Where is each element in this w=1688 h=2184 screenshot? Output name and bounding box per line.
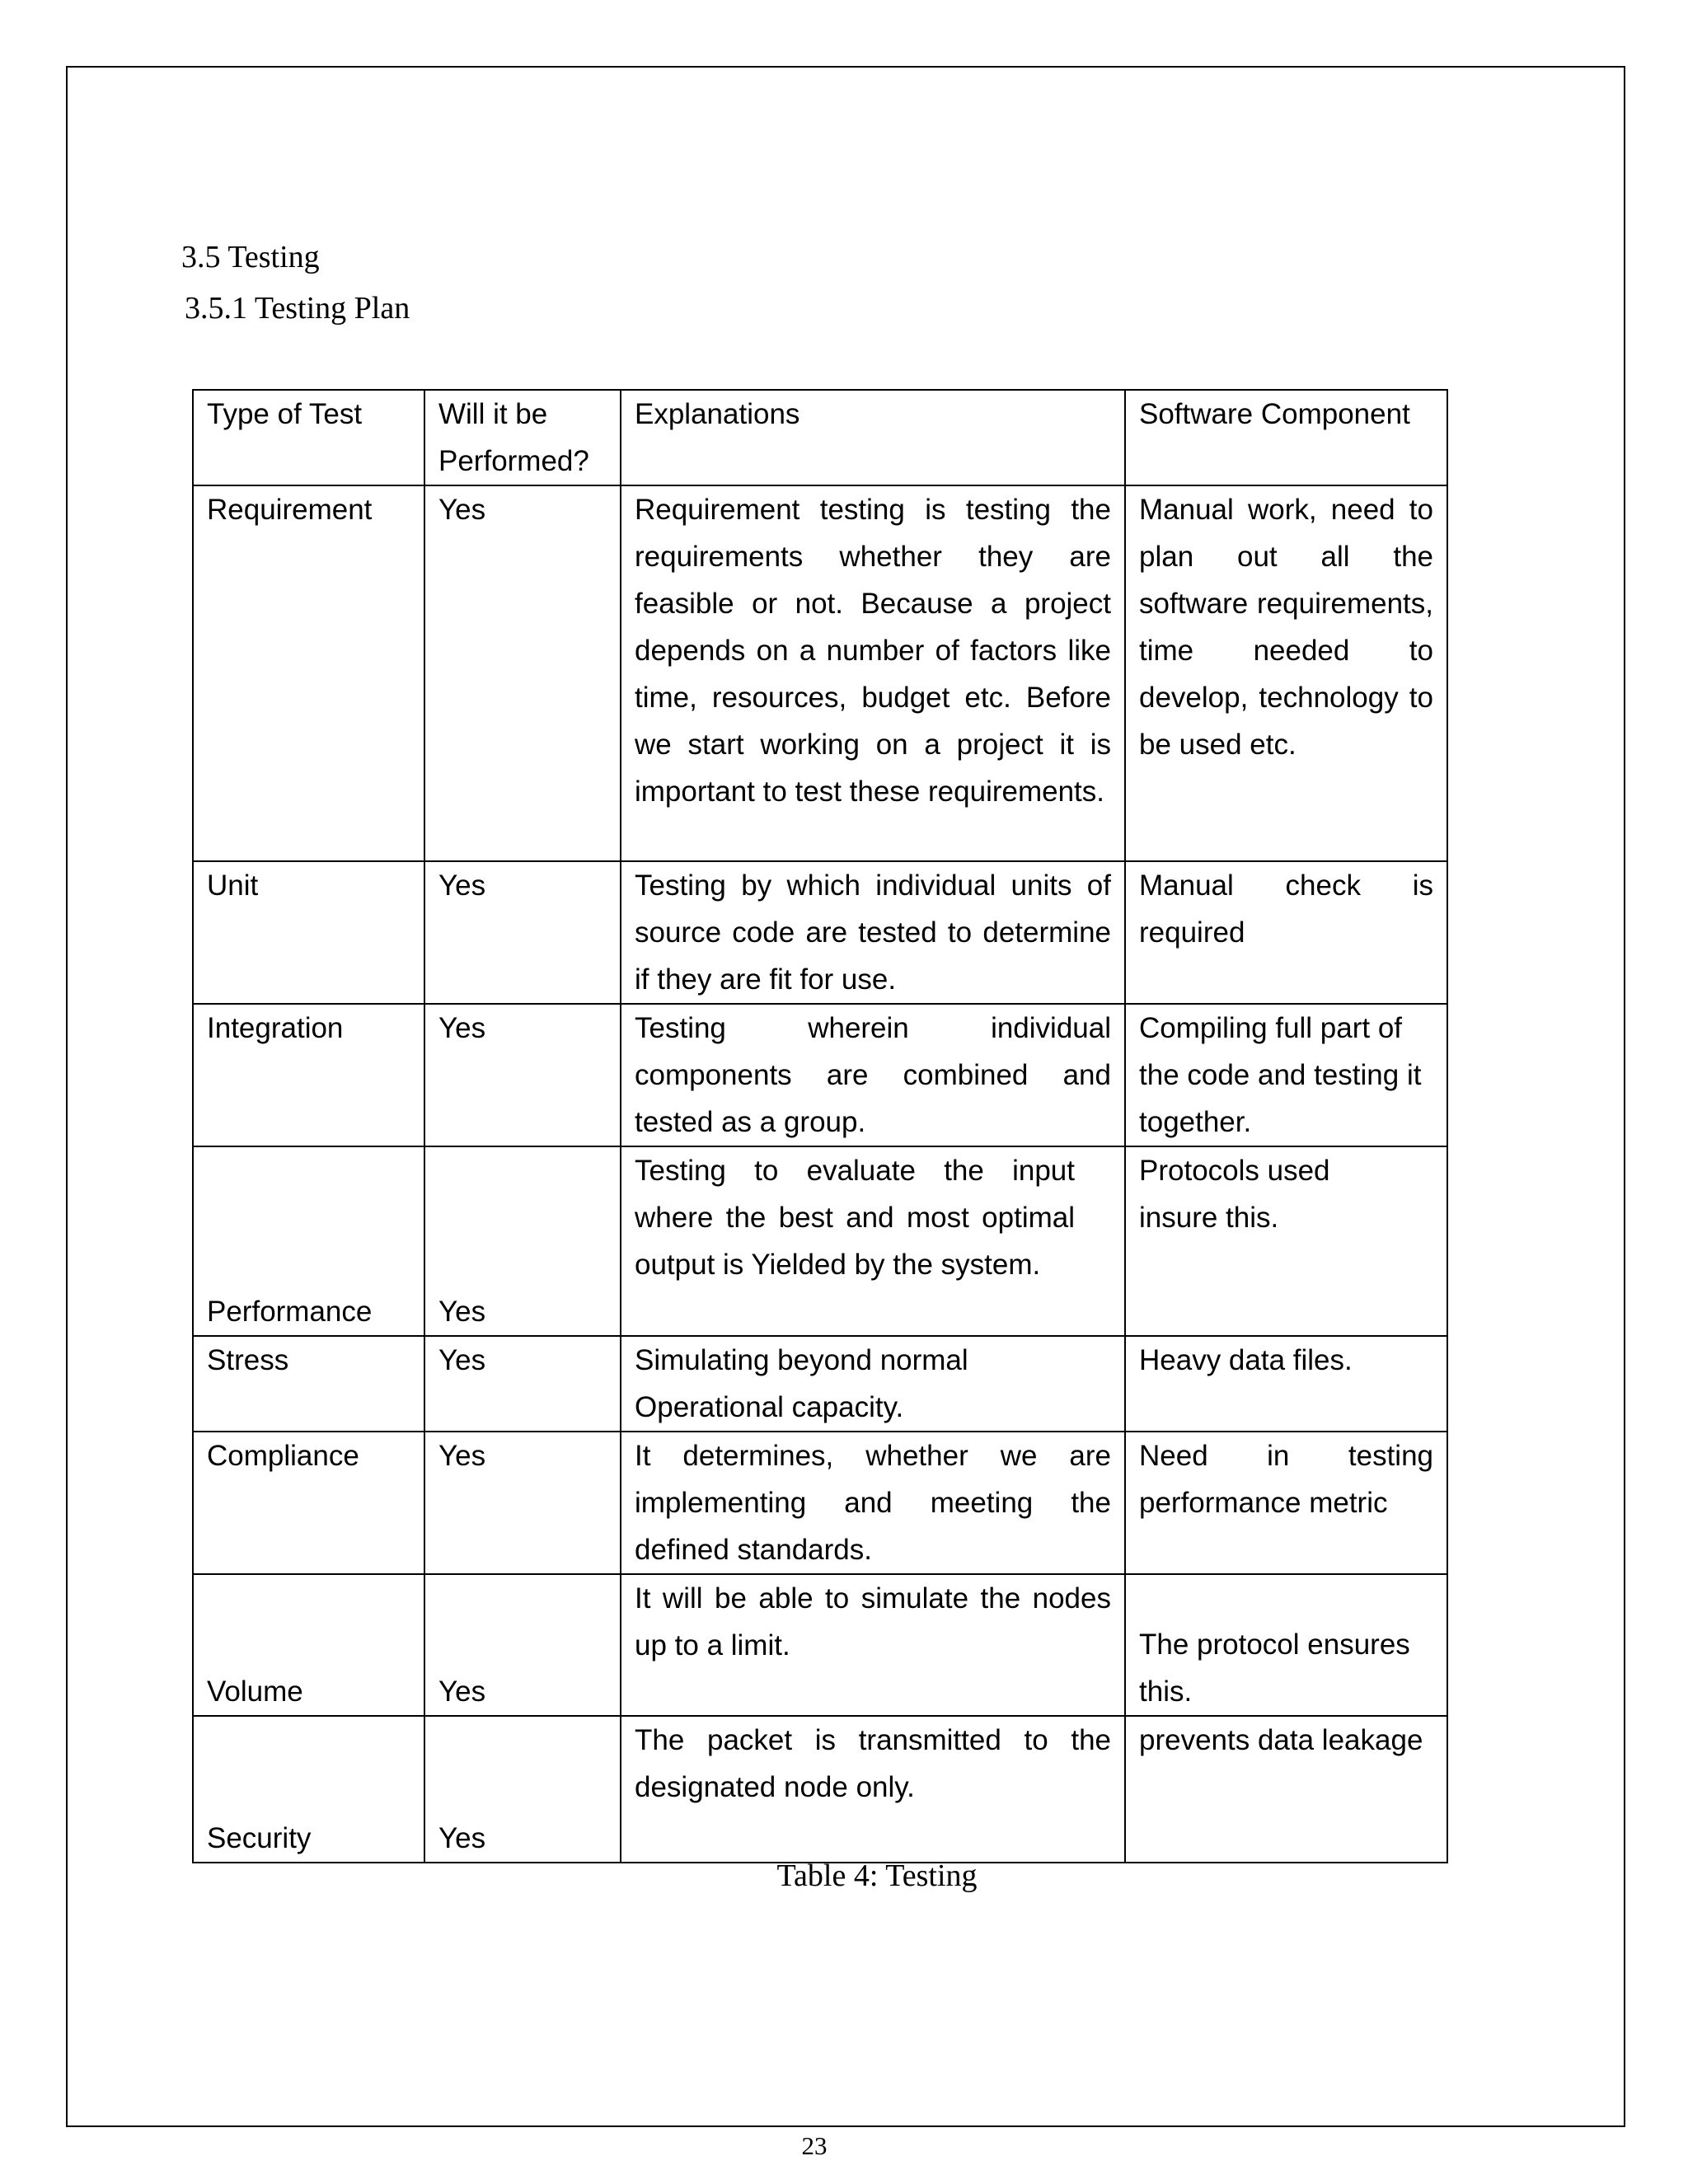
component-cell: Protocols used insure this. xyxy=(1125,1146,1447,1336)
component-cell: Manual check is required xyxy=(1125,861,1447,1004)
component-cell: Compiling full part of the code and testing it together. xyxy=(1125,1004,1447,1146)
table-row xyxy=(193,1574,1447,1716)
performed-cell: Yes xyxy=(424,1146,621,1336)
test-type-cell: Stress xyxy=(193,1336,424,1432)
performed-cell: Yes xyxy=(424,1004,621,1146)
table-caption: Table 4: Testing xyxy=(776,1858,978,1893)
component-cell: Manual work, need to plan out all the software requirements, time needed to develop, technology to be used etc. xyxy=(1125,485,1447,861)
component-cell: Heavy data files. xyxy=(1125,1336,1447,1432)
test-type-cell: Unit xyxy=(193,861,424,1004)
table-row xyxy=(193,1432,1447,1574)
header-cell: Software Component xyxy=(1125,390,1447,485)
explanation-cell: Testing to evaluate the input where the best and most optimal output is Yielded by the system. xyxy=(621,1146,1125,1336)
test-type-cell: Performance xyxy=(193,1146,424,1336)
explanation-cell: It will be able to simulate the nodes up to a limit. xyxy=(621,1574,1125,1716)
table-row xyxy=(193,1004,1447,1146)
performed-cell: Yes xyxy=(424,1336,621,1432)
component-cell: prevents data leakage xyxy=(1125,1716,1447,1863)
component-cell: The protocol ensures this. xyxy=(1125,1574,1447,1716)
subsection-heading: 3.5.1 Testing Plan xyxy=(185,291,410,326)
page-number: 23 xyxy=(801,2131,828,2160)
header-cell: Explanations xyxy=(621,390,1125,485)
explanation-cell: Simulating beyond normal Operational capacity. xyxy=(621,1336,1125,1432)
performed-cell: Yes xyxy=(424,1716,621,1863)
test-type-cell: Security xyxy=(193,1716,424,1863)
section-heading: 3.5 Testing xyxy=(181,240,320,274)
test-type-cell: Compliance xyxy=(193,1432,424,1574)
table-row xyxy=(193,861,1447,1004)
table-row xyxy=(193,485,1447,861)
performed-cell: Yes xyxy=(424,1574,621,1716)
table-row xyxy=(193,1146,1447,1336)
performed-cell: Yes xyxy=(424,861,621,1004)
test-type-cell: Integration xyxy=(193,1004,424,1146)
test-type-cell: Requirement xyxy=(193,485,424,861)
table-row xyxy=(193,1336,1447,1432)
header-cell: Type of Test xyxy=(193,390,424,485)
performed-cell: Yes xyxy=(424,1432,621,1574)
explanation-cell: The packet is transmitted to the designated node only. xyxy=(621,1716,1125,1863)
explanation-cell: Testing wherein individual components are combined and tested as a group. xyxy=(621,1004,1125,1146)
table-row xyxy=(193,1716,1447,1863)
explanation-cell: Testing by which individual units of source code are tested to determine if they are fit for use. xyxy=(621,861,1125,1004)
explanation-cell: Requirement testing is testing the requirements whether they are feasible or not. Because a project depends on a number of factors like time, resources, budget etc. Before we start working on a project it is important to test these requirements. xyxy=(621,485,1125,861)
header-cell: Will it be Performed? xyxy=(424,390,621,485)
table-header-row xyxy=(193,390,1447,485)
testing-plan-table xyxy=(192,389,1448,1863)
explanation-cell: It determines, whether we are implementing and meeting the defined standards. xyxy=(621,1432,1125,1574)
component-cell: Need in testing performance metric xyxy=(1125,1432,1447,1574)
test-type-cell: Volume xyxy=(193,1574,424,1716)
performed-cell: Yes xyxy=(424,485,621,861)
